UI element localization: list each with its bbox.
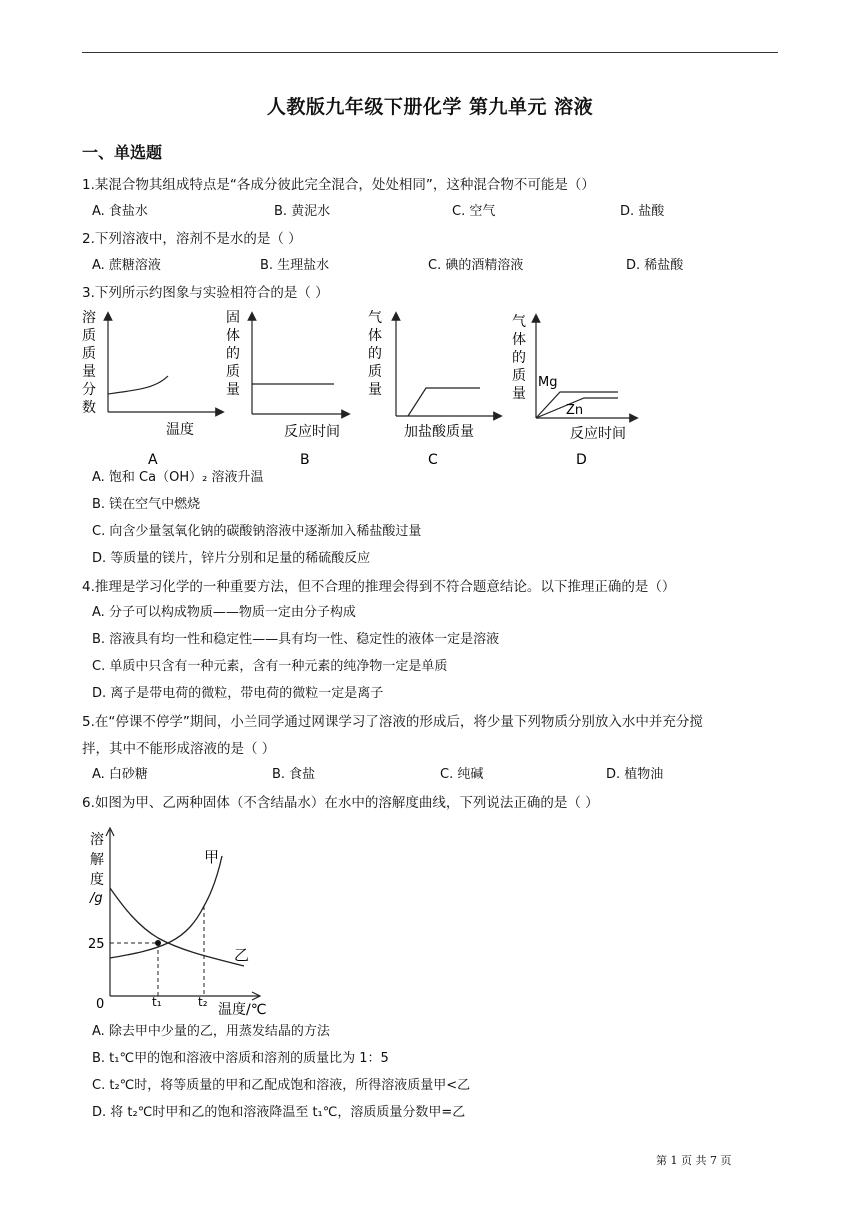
fig-a-ylabel-5: 分 [82, 382, 96, 398]
figure-a [82, 309, 220, 468]
q4-option-a: A. 分子可以构成物质——物质一定由分子构成 [92, 605, 356, 620]
fig-d-caption: D [576, 452, 587, 468]
fig-a-ylabel-2: 质 [82, 328, 96, 344]
fig6-xlabel: 温度/℃ [218, 1002, 267, 1018]
question-4-stem: 4.推理是学习化学的一种重要方法，但不合理的推理会得到不符合题意结论。以下推理正确的是（） [82, 579, 676, 595]
solubility-curve-figure [84, 822, 284, 1022]
q6-option-c: C. t₂℃时，将等质量的甲和乙配成饱和溶液，所得溶液质量甲<乙 [92, 1078, 471, 1093]
q1-option-c: C. 空气 [452, 204, 496, 219]
fig-c-xlabel: 加盐酸质量 [404, 424, 474, 440]
fig-d-ylabel-1: 气 [512, 314, 526, 330]
q6-option-a: A. 除去甲中少量的乙，用蒸发结晶的方法 [92, 1024, 330, 1039]
fig-d-ylabel-4: 质 [512, 368, 526, 384]
fig-a-ylabel-3: 质 [82, 346, 96, 362]
fig-b-caption: B [300, 452, 310, 468]
q3-figures [78, 306, 648, 472]
q4-option-c: C. 单质中只含有一种元素，含有一种元素的纯净物一定是单质 [92, 659, 448, 674]
q3-option-a: A. 饱和 Ca（OH）₂ 溶液升温 [92, 470, 264, 485]
section-heading: 一、单选题 [82, 143, 163, 162]
fig-d-mg-label: Mg [538, 375, 558, 390]
question-2-stem: 2.下列溶液中，溶剂不是水的是（ ） [82, 231, 302, 247]
q1-option-d: D. 盐酸 [620, 204, 665, 219]
fig-d-ylabel-5: 量 [512, 386, 526, 402]
q4-option-d: D. 离子是带电荷的微粒，带电荷的微粒一定是离子 [92, 686, 384, 701]
fig-c-ylabel-1: 气 [368, 310, 382, 326]
fig-b-ylabel-1: 固 [226, 310, 240, 326]
fig-c-ylabel-4: 质 [368, 364, 382, 380]
fig6-ytick-25: 25 [88, 937, 105, 952]
fig-b-xlabel: 反应时间 [284, 424, 340, 440]
fig-c-caption: C [428, 452, 438, 468]
figure-b [226, 310, 346, 468]
fig-a-xlabel: 温度 [166, 422, 194, 438]
fig6-series-yi: 乙 [234, 946, 250, 964]
fig-a-ylabel-1: 溶 [82, 310, 96, 326]
fig6-t2: t₂ [198, 995, 208, 1009]
fig6-ylabel-3: 度 [90, 872, 104, 888]
fig6-ylabel-4: /g [90, 891, 103, 906]
fig-b-ylabel-4: 质 [226, 364, 240, 380]
fig6-ylabel-1: 溶 [90, 832, 104, 848]
q6-option-b: B. t₁℃甲的饱和溶液中溶质和溶剂的质量比为 1：5 [92, 1051, 389, 1066]
fig-b-ylabel-5: 量 [226, 382, 240, 398]
question-3-stem: 3.下列所示约图象与实验相符合的是（ ） [82, 285, 329, 301]
q4-option-b: B. 溶液具有均一性和稳定性——具有均一性、稳定性的液体一定是溶液 [92, 632, 500, 647]
q2-option-d: D. 稀盐酸 [626, 258, 684, 273]
q1-option-b: B. 黄泥水 [274, 204, 331, 219]
fig-a-ylabel-6: 数 [82, 400, 96, 416]
q1-option-a: A. 食盐水 [92, 204, 148, 219]
q3-option-d: D. 等质量的镁片，锌片分别和足量的稀硫酸反应 [92, 551, 371, 566]
figure-c [368, 310, 498, 468]
q5-option-b: B. 食盐 [272, 767, 316, 782]
q3-option-b: B. 镁在空气中燃烧 [92, 497, 201, 512]
fig6-series-jia: 甲 [204, 848, 220, 866]
fig-a-ylabel-4: 量 [82, 364, 96, 380]
q5-option-d: D. 植物油 [606, 767, 664, 782]
q2-option-c: C. 碘的酒精溶液 [428, 258, 524, 273]
question-5-stem-line1: 5.在“停课不停学”期间，小兰同学通过网课学习了溶液的形成后，将少量下列物质分别放入水中并充分搅 [82, 714, 703, 730]
fig-d-zn-label: Zn [566, 403, 584, 418]
question-1-stem: 1.某混合物其组成特点是“各成分彼此完全混合，处处相同”，这种混合物不可能是（） [82, 177, 595, 193]
fig-c-ylabel-2: 体 [368, 328, 382, 344]
fig-c-ylabel-3: 的 [368, 346, 382, 362]
figure-d [512, 314, 634, 468]
fig6-ylabel-2: 解 [90, 852, 104, 868]
fig-d-ylabel-2: 体 [512, 332, 526, 348]
q3-option-c: C. 向含少量氢氧化钠的碳酸钠溶液中逐渐加入稀盐酸过量 [92, 524, 422, 539]
fig-d-ylabel-3: 的 [512, 350, 526, 366]
question-6-stem: 6.如图为甲、乙两种固体（不含结晶水）在水中的溶解度曲线，下列说法正确的是（ ） [82, 795, 599, 811]
q6-option-d: D. 将 t₂℃时甲和乙的饱和溶液降温至 t₁℃，溶质质量分数甲=乙 [92, 1105, 466, 1120]
page-title: 人教版九年级下册化学 第九单元 溶液 [266, 96, 594, 118]
fig-d-xlabel: 反应时间 [570, 426, 626, 442]
question-5-stem-line2: 拌，其中不能形成溶液的是（ ） [82, 741, 276, 757]
page-footer: 第 1 页 共 7 页 [656, 1154, 732, 1167]
q5-option-a: A. 白砂糖 [92, 767, 148, 782]
fig6-t1: t₁ [152, 995, 162, 1009]
fig-a-caption: A [148, 452, 158, 468]
q2-option-a: A. 蔗糖溶液 [92, 258, 161, 273]
q2-option-b: B. 生理盐水 [260, 258, 330, 273]
fig6-origin: 0 [96, 997, 105, 1012]
fig-c-ylabel-5: 量 [368, 382, 382, 398]
q5-option-c: C. 纯碱 [440, 767, 484, 782]
header-rule [82, 52, 778, 53]
fig-b-ylabel-2: 体 [226, 328, 240, 344]
fig-b-ylabel-3: 的 [226, 346, 240, 362]
